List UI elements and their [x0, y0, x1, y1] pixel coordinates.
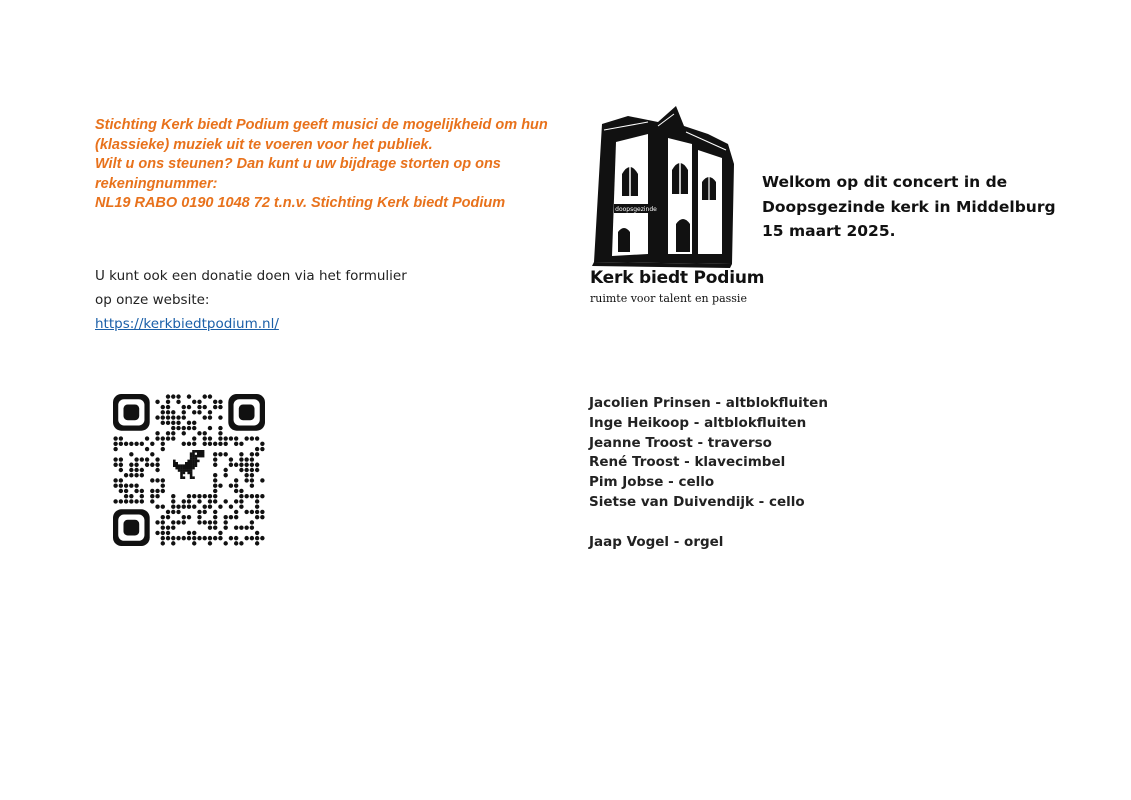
performer: Inge Heikoop - altblokfluiten: [589, 414, 807, 431]
welcome-message: [762, 170, 1102, 244]
organist: Jaap Vogel - orgel: [589, 533, 724, 550]
performer-list: [589, 394, 828, 552]
appeal-line: rekeningnummer:: [95, 175, 218, 192]
qr-code[interactable]: [103, 384, 275, 556]
logo-title: Kerk biedt Podium: [590, 268, 765, 288]
appeal-line: Stichting Kerk biedt Podium geeft musici de mogelijkheid om hun: [95, 117, 548, 133]
logo-tagline: ruimte voor talent en passie: [590, 292, 747, 305]
appeal-line: Wilt u ons steunen? Dan kunt u uw bijdrage storten op ons: [95, 156, 501, 173]
welcome-line: Doopsgezinde kerk in Middelburg: [762, 197, 1056, 216]
performer: Jeanne Troost - traverso: [589, 434, 772, 451]
donate-line: op onze website:: [95, 292, 210, 308]
performer: Pim Jobse - cello: [589, 474, 715, 491]
performer: Sietse van Duivendijk - cello: [589, 493, 805, 510]
svg-text:doopsgezinde: doopsgezinde: [615, 206, 657, 213]
dinosaur-icon: [173, 450, 204, 479]
performer: Jacolien Prinsen - altblokfluiten: [589, 395, 828, 411]
online-donation-info: [95, 264, 407, 336]
concert-date: 15 maart 2025.: [762, 222, 896, 240]
donate-line: U kunt ook een donatie doen via het formulier: [95, 268, 407, 284]
bank-account-line: NL19 RABO 0190 1048 72 t.n.v. Stichting Kerk biedt Podium: [95, 195, 506, 212]
performer: René Troost - klavecimbel: [589, 454, 786, 471]
appeal-line: (klassieke) muziek uit te voeren voor het publiek.: [95, 136, 433, 153]
qr-code-icon: [103, 384, 275, 556]
donation-appeal: [95, 116, 565, 214]
website-link[interactable]: https://kerkbiedtpodium.nl/: [95, 316, 279, 332]
welcome-line: Welkom op dit concert in de: [762, 173, 1008, 191]
